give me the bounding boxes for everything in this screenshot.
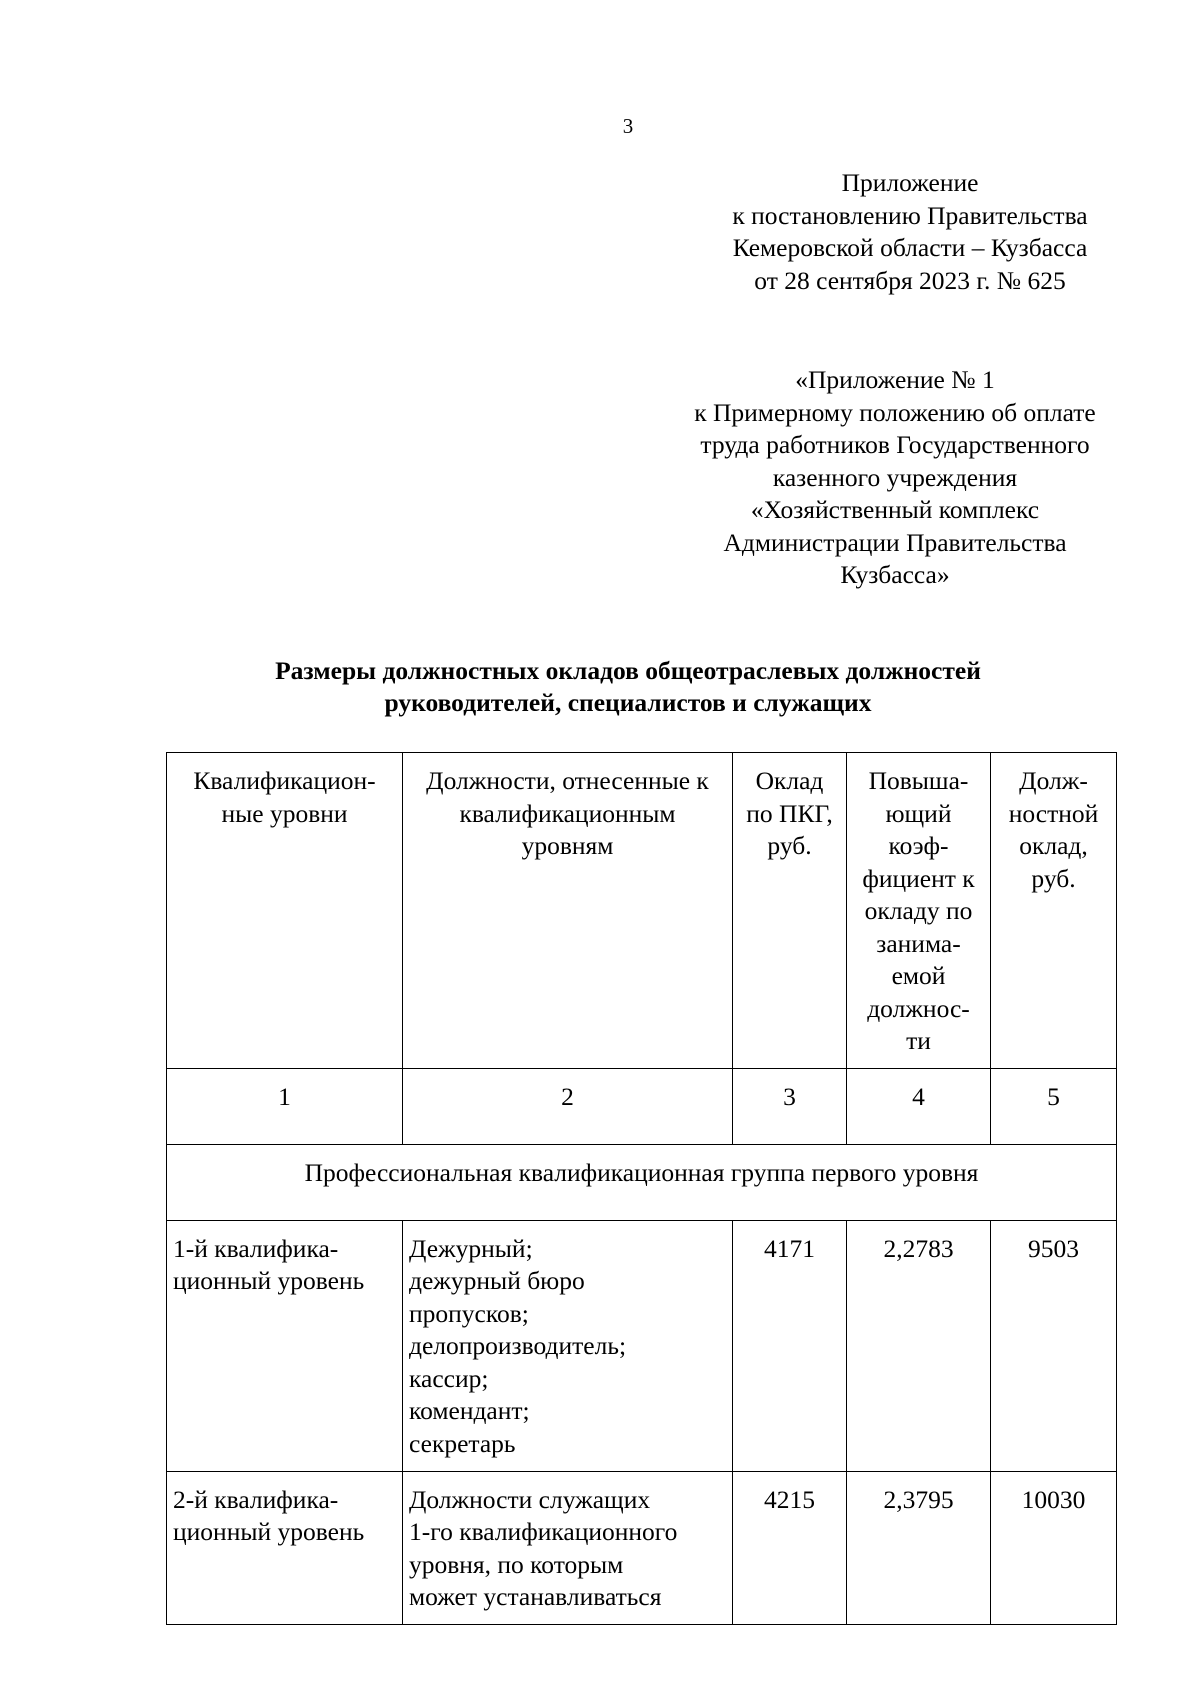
table-row [167, 1471, 1117, 1624]
header-text: руб. [1031, 863, 1076, 893]
column-number: 2 [403, 1068, 733, 1144]
header-text: квалификационным [459, 798, 676, 828]
salary-table [166, 752, 1117, 1625]
qualification-level [167, 1220, 403, 1471]
position-text: дежурный бюро [409, 1266, 585, 1295]
level-text: ционный уровень [173, 1266, 365, 1295]
header-text: емой [891, 961, 946, 990]
header-text: Должности, отнесенные к [426, 766, 709, 795]
appendix1-header-line: казенного учреждения [772, 462, 1018, 492]
position-text: 1-го квалификационного [409, 1517, 678, 1546]
header-positions [403, 753, 733, 1069]
position-text: пропусков; [409, 1298, 529, 1328]
appendix-header-line: Кемеровской области – Кузбасса [732, 233, 1088, 262]
header-text: Повыша- [868, 766, 969, 795]
group-title: Профессиональная квалификационная группа первого уровня [167, 1144, 1117, 1220]
header-text: по ПКГ, [746, 798, 833, 828]
header-text: Долж- [1019, 766, 1088, 795]
appendix1-header-line: Кузбасса» [840, 560, 950, 589]
base-salary: 4215 [733, 1471, 847, 1624]
header-text: окладу по [864, 896, 973, 925]
header-salary [991, 753, 1117, 1069]
header-text: Оклад [755, 766, 824, 795]
table-header-row [167, 753, 1117, 1069]
appendix-header [690, 167, 1130, 297]
column-number: 3 [733, 1068, 847, 1144]
column-number-row [167, 1068, 1117, 1144]
appendix1-header [655, 364, 1135, 592]
table-title [200, 655, 1056, 719]
header-text: Квалификацион- [193, 766, 376, 795]
coefficient: 2,3795 [847, 1471, 991, 1624]
header-text: должнос- [867, 993, 970, 1023]
table-title-line: Размеры должностных окладов общеотраслевых должностей [275, 656, 981, 685]
positions [403, 1471, 733, 1624]
column-number: 1 [167, 1068, 403, 1144]
positions [403, 1220, 733, 1471]
qualification-level [167, 1471, 403, 1624]
appendix1-header-line: «Хозяйственный комплекс [750, 495, 1040, 524]
level-text: ционный уровень [173, 1517, 365, 1546]
position-text: уровня, по которым [409, 1549, 624, 1579]
header-text: фициент к [862, 863, 975, 893]
position-text: может устанавливаться [409, 1582, 662, 1611]
position-text: Дежурный; [409, 1233, 533, 1263]
level-text: 2-й квалифика- [173, 1484, 339, 1514]
column-number: 4 [847, 1068, 991, 1144]
header-text: коэф- [888, 831, 949, 860]
appendix-header-line: к постановлению Правительства [732, 200, 1088, 230]
appendix-header-line: Приложение [841, 168, 979, 197]
position-text: комендант; [409, 1396, 530, 1425]
appendix1-header-line: «Приложение № 1 [795, 365, 995, 394]
header-base-salary [733, 753, 847, 1069]
header-qualification-levels [167, 753, 403, 1069]
position-text: делопроизводитель; [409, 1331, 627, 1360]
salary: 9503 [991, 1220, 1117, 1471]
coefficient: 2,2783 [847, 1220, 991, 1471]
appendix1-header-line: труда работников Государственного [700, 430, 1090, 459]
salary: 10030 [991, 1471, 1117, 1624]
group-row [167, 1144, 1117, 1220]
header-text: руб. [767, 831, 812, 860]
table-row [167, 1220, 1117, 1471]
position-text: Должности служащих [409, 1484, 651, 1514]
header-text: ти [906, 1026, 931, 1055]
appendix-header-line: от 28 сентября 2023 г. № 625 [754, 265, 1066, 295]
header-text: ностной [1008, 798, 1099, 828]
level-text: 1-й квалифика- [173, 1233, 339, 1263]
page-number: 3 [622, 114, 634, 138]
header-text: ющий [885, 798, 952, 828]
header-text: уровням [521, 831, 614, 860]
column-number: 5 [991, 1068, 1117, 1144]
appendix1-header-line: к Примерному положению об оплате [694, 397, 1096, 427]
header-text: занима- [876, 928, 961, 958]
table-title-line: руководителей, специалистов и служащих [384, 688, 872, 717]
header-text: ные уровни [221, 798, 348, 828]
header-text: оклад, [1019, 831, 1088, 860]
position-text: секретарь [409, 1428, 516, 1458]
base-salary: 4171 [733, 1220, 847, 1471]
appendix1-header-line: Администрации Правительства [723, 527, 1067, 557]
position-text: кассир; [409, 1363, 489, 1393]
header-coefficient [847, 753, 991, 1069]
